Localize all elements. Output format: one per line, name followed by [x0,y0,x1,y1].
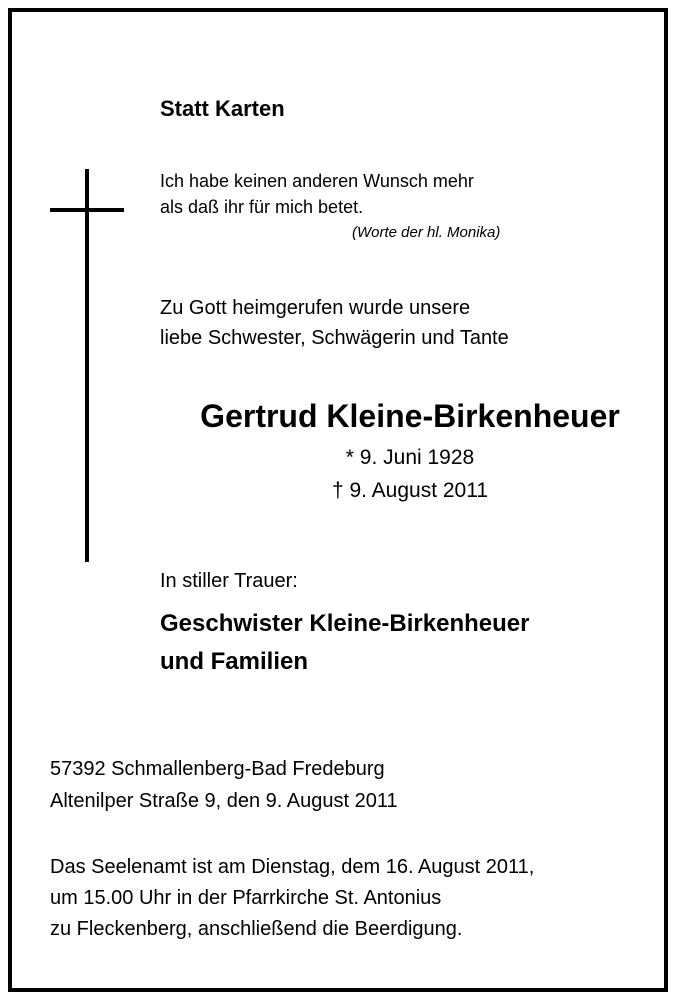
heading-statt-karten: Statt Karten [160,96,285,121]
quote-source: (Worte der hl. Monika) [352,224,501,241]
address-line-1: 57392 Schmallenberg-Bad Fredeburg [50,758,385,780]
obituary-card [8,8,668,992]
service-line-2: um 15.00 Uhr in der Pfarrkirche St. Antonius [50,887,442,909]
cross-vertical-bar [85,169,89,562]
birth-date: * 9. Juni 1928 [345,446,475,469]
service-line-1: Das Seelenamt ist am Dienstag, dem 16. August 2011, [50,856,535,878]
intro-line-1: Zu Gott heimgerufen wurde unsere [160,297,471,319]
service-line-3: zu Fleckenberg, anschließend die Beerdigung. [50,918,463,940]
family-line-2: und Familien [160,648,309,675]
mourning-label: In stiller Trauer: [160,570,298,592]
death-date: † 9. August 2011 [331,479,489,502]
family-line-1: Geschwister Kleine-Birkenheuer [160,610,530,637]
intro-line-2: liebe Schwester, Schwägerin und Tante [160,327,509,349]
deceased-name: Gertrud Kleine-Birkenheuer [200,398,620,434]
cross-horizontal-bar [50,208,124,212]
address-line-2: Altenilper Straße 9, den 9. August 2011 [50,790,398,812]
quote-line-1: Ich habe keinen anderen Wunsch mehr [160,171,474,191]
quote-line-2: als daß ihr für mich betet. [160,197,364,217]
